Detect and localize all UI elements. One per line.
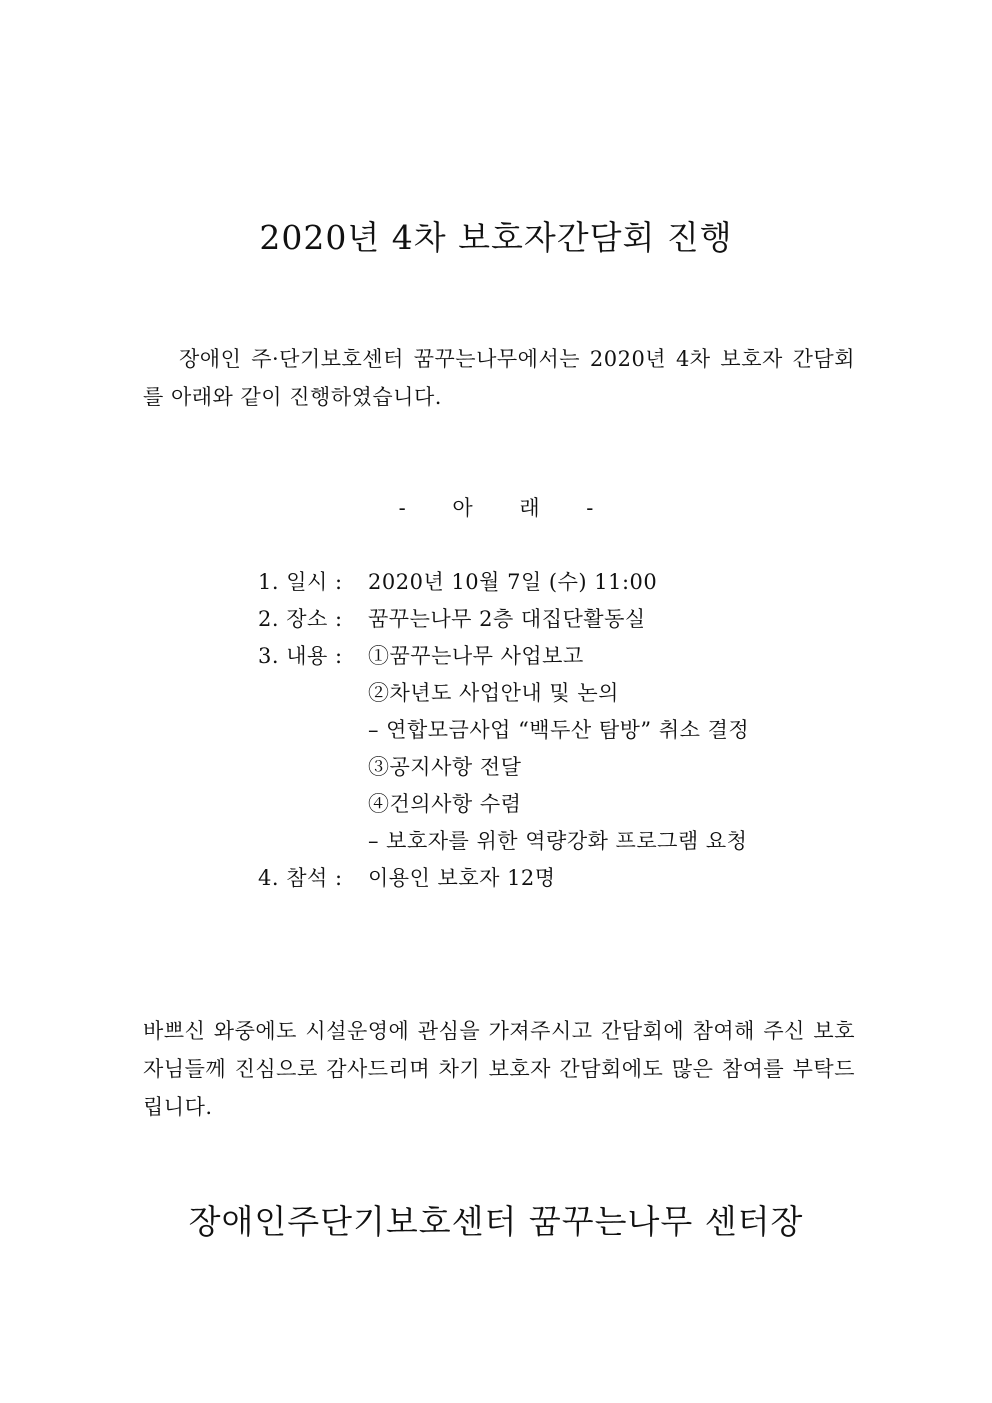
content-item: – 보호자를 위한 역량강화 프로그램 요청 — [368, 829, 748, 853]
section-heading-right: 래 - — [519, 496, 594, 520]
detail-row-content — [258, 638, 749, 675]
intro-paragraph: 장애인 주·단기보호센터 꿈꾸는나무에서는 2020년 4차 보호자 간담회를 아래와 같이 진행하였습니다. — [143, 347, 855, 409]
attendance-label: 4. 참석 : — [258, 866, 343, 890]
section-heading-left: - 아 — [398, 496, 473, 520]
date-label: 1. 일시 : — [258, 570, 343, 594]
detail-row-attendance — [258, 860, 749, 897]
section-heading-below — [0, 492, 992, 522]
document-title: 2020년 4차 보호자간담회 진행 — [259, 218, 733, 257]
detail-row-place — [258, 601, 749, 638]
attendance-value: 이용인 보호자 12명 — [368, 866, 556, 890]
place-label: 2. 장소 : — [258, 607, 343, 631]
content-item: ②차년도 사업안내 및 논의 — [368, 681, 619, 705]
content-item: – 연합모금사업 “백두산 탐방” 취소 결정 — [368, 718, 750, 742]
date-value: 2020년 10월 7일 (수) 11:00 — [368, 570, 658, 594]
detail-row-date — [258, 564, 749, 601]
place-value: 꿈꾸는나무 2층 대집단활동실 — [368, 607, 646, 631]
closing-paragraph: 바쁘신 와중에도 시설운영에 관심을 가져주시고 간담회에 참여해 주신 보호자님들께 진심으로 감사드리며 차기 보호자 간담회에도 많은 참여를 부탁드립니다. — [143, 1019, 855, 1119]
signature-line: 장애인주단기보호센터 꿈꾸는나무 센터장 — [188, 1202, 804, 1241]
content-item: ③공지사항 전달 — [368, 755, 522, 779]
content-item: ①꿈꾸는나무 사업보고 — [368, 644, 584, 668]
details-list — [258, 564, 749, 897]
content-item: ④건의사항 수렴 — [368, 792, 522, 816]
content-label: 3. 내용 : — [258, 644, 343, 668]
